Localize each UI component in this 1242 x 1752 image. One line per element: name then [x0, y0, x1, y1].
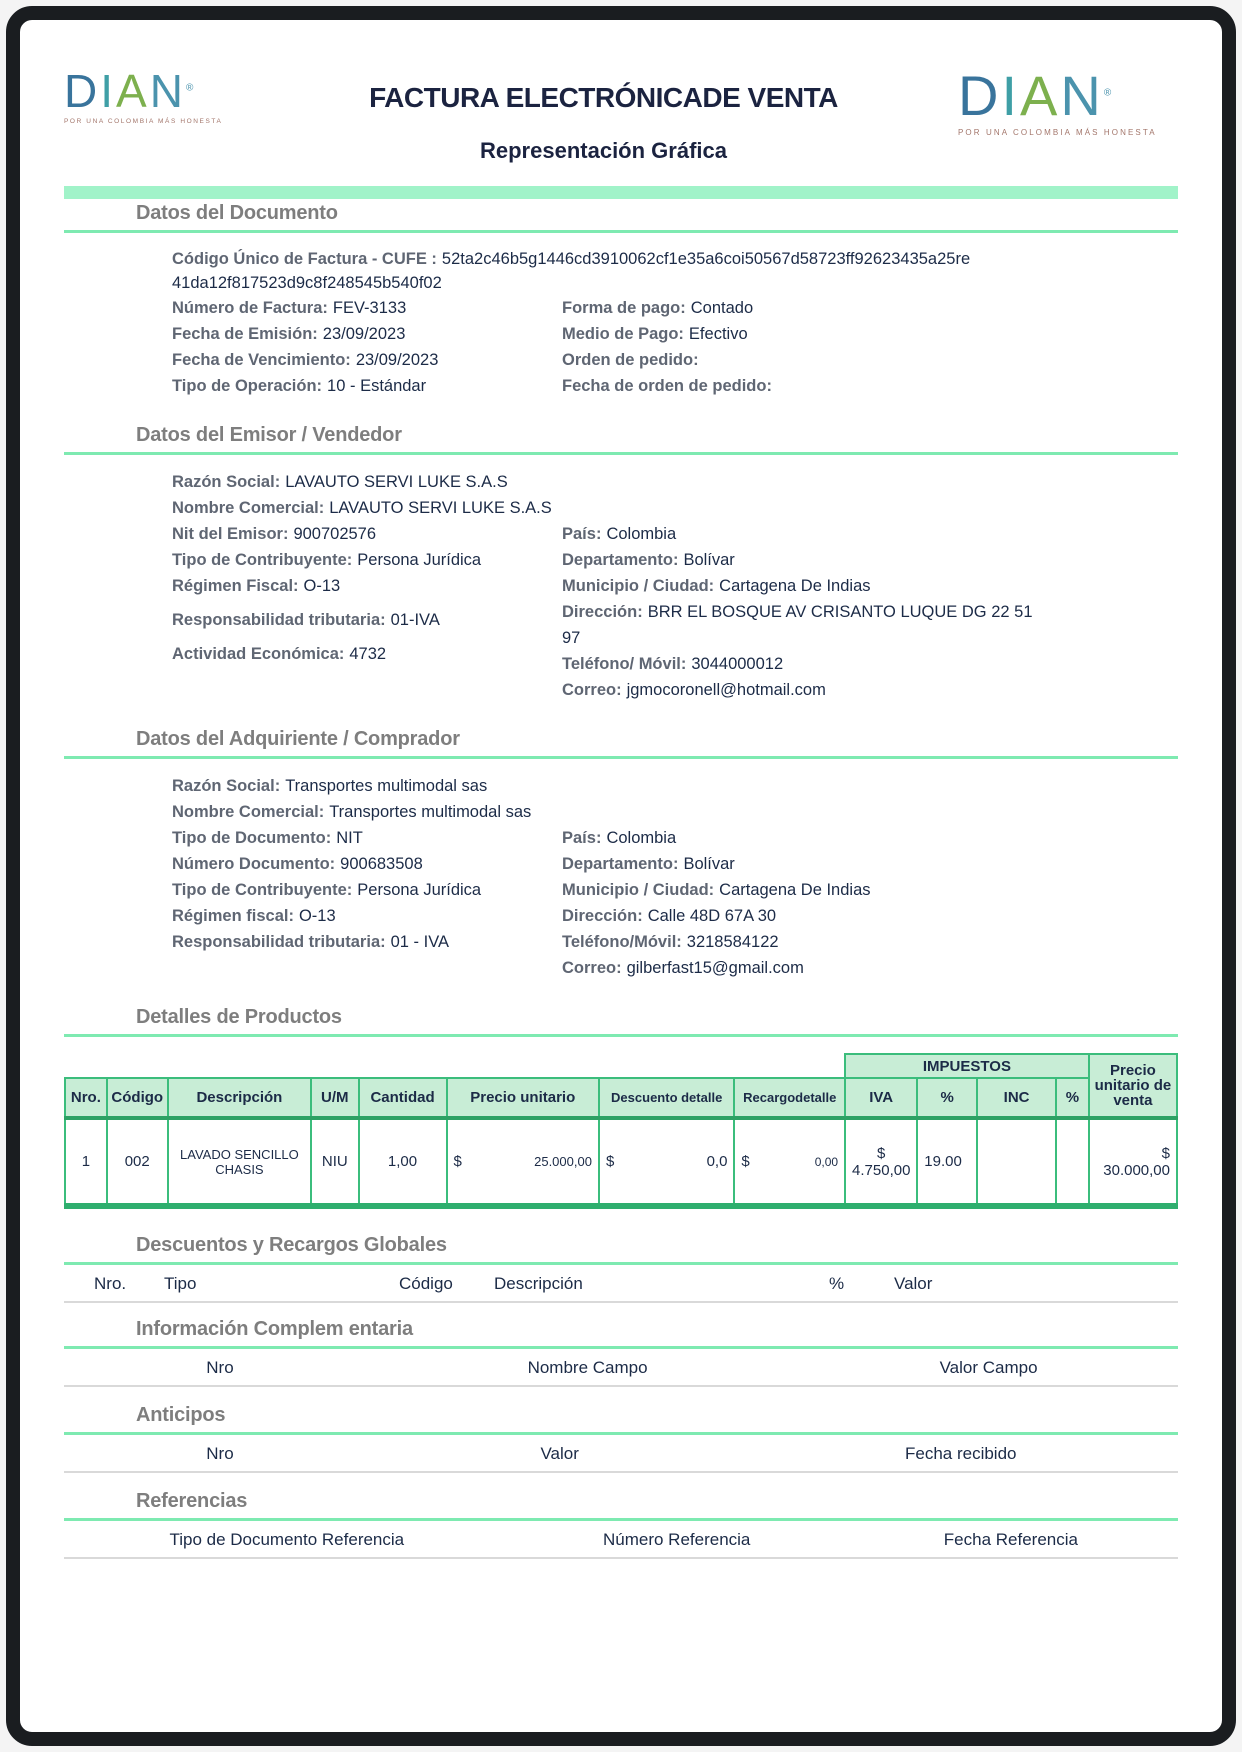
field-label: Correo:: [562, 681, 622, 699]
field-label: Tipo de Operación:: [172, 377, 323, 395]
dian-logo-left: [64, 65, 279, 125]
col-fecha-recibido: Fecha recibido: [904, 1444, 1017, 1463]
field-tipo-documento: [172, 825, 562, 851]
field-label: Nombre Comercial:: [172, 499, 325, 517]
field-fecha-vencimiento: [172, 347, 562, 373]
section-title: Datos del Documento: [136, 202, 338, 224]
field-label: Responsabilidad tributaria:: [172, 933, 386, 951]
field-label: Nit del Emisor:: [172, 525, 289, 543]
field-label: Dirección:: [562, 603, 643, 621]
currency-symbol: $: [741, 1153, 750, 1170]
col-valor: Valor: [540, 1444, 579, 1463]
field-telefono: [562, 651, 1042, 677]
field-value: NIT: [336, 829, 363, 847]
referencias-columns-row: [64, 1521, 1178, 1559]
col-header-codigo: Código: [107, 1078, 168, 1118]
section-descuentos-header: [64, 1231, 1178, 1265]
col-tipo: Tipo: [164, 1274, 197, 1293]
cell-inc-pct: [1056, 1118, 1089, 1206]
field-pais: [562, 521, 1042, 547]
amount: 0,00: [814, 1154, 839, 1169]
col-pct: %: [829, 1274, 845, 1293]
field-departamento: [562, 851, 1042, 877]
field-label: Fecha de Vencimiento:: [172, 351, 351, 369]
field-value: Colombia: [606, 525, 677, 543]
field-label: Departamento:: [562, 855, 679, 873]
section-anticipos-header: [64, 1401, 1178, 1435]
section-title: Descuentos y Recargos Globales: [136, 1234, 447, 1256]
field-numero-documento: [172, 851, 562, 877]
section-title: Detalles de Productos: [136, 1006, 342, 1028]
field-pais: [562, 825, 1042, 851]
section-referencias-header: [64, 1487, 1178, 1521]
field-value: 900702576: [293, 525, 377, 543]
field-tipo-contribuyente: [172, 547, 562, 573]
field-value: Calle 48D 67A 30: [647, 907, 777, 925]
impuestos-group-row: [65, 1054, 1177, 1078]
field-nombre-comercial: [172, 799, 1178, 825]
field-value: Colombia: [606, 829, 677, 847]
field-nit-emisor: [172, 521, 562, 547]
section-title: Información Complem entaria: [136, 1318, 413, 1340]
field-value: Bolívar: [683, 551, 735, 569]
dian-tagline: POR UNA COLOMBIA MÁS HONESTA: [64, 118, 223, 125]
field-tipo-contribuyente: [172, 877, 562, 903]
field-responsabilidad-tributaria: [172, 607, 562, 633]
col-header-precio-venta: Precio unitario de venta: [1089, 1054, 1177, 1118]
field-label: Municipio / Ciudad:: [562, 577, 715, 595]
emisor-body: [64, 469, 1178, 703]
cell-descuento: [599, 1118, 734, 1206]
section-top-bar: [64, 186, 1178, 199]
field-label: Orden de pedido:: [562, 351, 699, 369]
impuestos-group-header: IMPUESTOS: [845, 1054, 1089, 1078]
field-value: O-13: [298, 907, 336, 925]
field-label: Número Documento:: [172, 855, 336, 873]
field-value: jgmocoronell@hotmail.com: [626, 681, 826, 699]
field-value: 3218584122: [686, 933, 779, 951]
section-datos-documento-header: [64, 199, 1178, 233]
adquiriente-right-column: [562, 825, 1042, 981]
anticipos-columns-row: [64, 1435, 1178, 1473]
invoice-frame: [6, 6, 1236, 1746]
field-label: Régimen fiscal:: [172, 907, 294, 925]
field-direccion: [562, 599, 1042, 651]
field-label: Nombre Comercial:: [172, 803, 325, 821]
field-value: gilberfast15@gmail.com: [626, 959, 804, 977]
field-value: Cartagena De Indias: [719, 881, 871, 899]
field-actividad-economica: [172, 641, 562, 667]
field-tipo-operacion: [172, 373, 562, 399]
section-title: Anticipos: [136, 1404, 226, 1426]
field-regimen-fiscal: [172, 573, 562, 599]
cell-iva-pct: 19.00: [917, 1118, 977, 1206]
field-label: Actividad Económica:: [172, 645, 345, 663]
field-label: Tipo de Documento:: [172, 829, 332, 847]
field-label: Tipo de Contribuyente:: [172, 551, 353, 569]
cell-precio-unitario: [447, 1118, 599, 1206]
descuentos-columns-row: [64, 1265, 1178, 1303]
cell-precio-venta: $ 30.000,00: [1089, 1118, 1177, 1206]
currency-symbol: $: [453, 1153, 462, 1170]
col-header-um: U/M: [311, 1078, 358, 1118]
cell-iva: $ 4.750,00: [845, 1118, 917, 1206]
col-header-inc: INC: [977, 1078, 1056, 1118]
field-value: Contado: [690, 299, 754, 317]
doc-columns: [172, 295, 1178, 399]
col-header-precio-unitario: Precio unitario: [447, 1078, 599, 1118]
field-correo: [562, 677, 1042, 703]
datos-documento-body: [64, 247, 1178, 399]
col-header-iva: IVA: [845, 1078, 917, 1118]
field-label: Razón Social:: [172, 473, 281, 491]
dian-tagline: POR UNA COLOMBIA MÁS HONESTA: [958, 128, 1157, 137]
section-adquiriente-header: [64, 725, 1178, 759]
cell-nro: 1: [65, 1118, 107, 1206]
field-value: 23/09/2023: [322, 325, 406, 343]
title-block: [279, 68, 928, 164]
field-value: 10 - Estándar: [327, 377, 427, 395]
col-header-descripcion: Descripción: [168, 1078, 311, 1118]
field-orden-pedido: [562, 347, 1178, 373]
field-label: Correo:: [562, 959, 622, 977]
emisor-right-column: [562, 521, 1042, 703]
section-title: Datos del Adquiriente / Comprador: [136, 728, 460, 750]
cell-recargo: [734, 1118, 845, 1206]
field-value: 3044000012: [691, 655, 784, 673]
field-value: 01 - IVA: [390, 933, 450, 951]
col-nombre-campo: Nombre Campo: [527, 1358, 648, 1377]
amount: 0,0: [706, 1153, 728, 1170]
col-header-inc-pct: %: [1056, 1078, 1089, 1118]
currency-symbol: $: [605, 1153, 615, 1170]
section-title: Referencias: [136, 1490, 248, 1512]
section-title: Datos del Emisor / Vendedor: [136, 424, 402, 446]
field-label: País:: [562, 525, 602, 543]
field-value: LAVAUTO SERVI LUKE S.A.S: [329, 499, 552, 517]
field-label: Razón Social:: [172, 777, 281, 795]
adquiriente-body: [64, 773, 1178, 981]
amount: 25.000,00: [534, 1154, 592, 1169]
field-label: Forma de pago:: [562, 299, 686, 317]
document-title: FACTURA ELECTRÓNICADE VENTA: [369, 82, 838, 113]
cell-cantidad: 1,00: [359, 1118, 447, 1206]
col-nro: Nro: [206, 1444, 234, 1463]
col-descripcion: Descripción: [494, 1274, 583, 1293]
field-value: LAVAUTO SERVI LUKE S.A.S: [285, 473, 508, 491]
cell-codigo: 002: [107, 1118, 168, 1206]
field-value: Transportes multimodal sas: [329, 803, 532, 821]
field-telefono: [562, 929, 1042, 955]
col-header-nro: Nro.: [65, 1078, 107, 1118]
field-label: País:: [562, 829, 602, 847]
field-value: 01-IVA: [390, 611, 440, 629]
field-departamento: [562, 547, 1042, 573]
field-forma-pago: [562, 295, 1178, 321]
field-label: Responsabilidad tributaria:: [172, 611, 386, 629]
invoice-header: [64, 64, 1178, 164]
field-label: Dirección:: [562, 907, 643, 925]
empty-spacer-cell: [65, 1054, 845, 1078]
dian-wordmark: DIAN®: [958, 64, 1115, 127]
field-value: Bolívar: [683, 855, 735, 873]
field-value: Cartagena De Indias: [719, 577, 871, 595]
cell-um: NIU: [311, 1118, 358, 1206]
section-productos-header: [64, 1003, 1178, 1037]
field-label: Teléfono/ Móvil:: [562, 655, 687, 673]
cufe-value: 52ta2c46b5g1446cd3910062cf1e35a6coi50567d58723ff92623435a25re 41da12f817523d9c8f248545b540f02: [172, 250, 971, 292]
field-label: Departamento:: [562, 551, 679, 569]
field-value: BRR EL BOSQUE AV CRISANTO LUQUE DG 22 51 97: [562, 603, 1033, 647]
emisor-left-column: [172, 521, 562, 703]
table-row: [65, 1118, 1177, 1206]
dian-wordmark: DIAN®: [64, 65, 197, 117]
field-value: 23/09/2023: [355, 351, 439, 369]
cell-descripcion: LAVADO SENCILLO CHASIS: [168, 1118, 311, 1206]
field-value: Persona Jurídica: [357, 881, 482, 899]
field-correo: [562, 955, 1042, 981]
field-value: FEV-3133: [332, 299, 407, 317]
field-value: Efectivo: [688, 325, 748, 343]
col-nro: Nro: [206, 1358, 234, 1377]
doc-left-column: [172, 295, 562, 399]
field-regimen-fiscal: [172, 903, 562, 929]
field-label: Municipio / Ciudad:: [562, 881, 715, 899]
col-header-cantidad: Cantidad: [359, 1078, 447, 1118]
field-label: Tipo de Contribuyente:: [172, 881, 353, 899]
field-municipio: [562, 573, 1042, 599]
field-label: Fecha de Emisión:: [172, 325, 318, 343]
adquiriente-columns: [172, 825, 1178, 981]
field-value: Transportes multimodal sas: [285, 777, 488, 795]
emisor-columns: [172, 521, 1178, 703]
field-label: Número de Factura:: [172, 299, 328, 317]
field-label: Régimen Fiscal:: [172, 577, 299, 595]
field-value: 4732: [349, 645, 387, 663]
field-razon-social: [172, 773, 1178, 799]
col-valor: Valor: [894, 1274, 933, 1293]
cufe-field: [172, 247, 972, 295]
adquiriente-left-column: [172, 825, 562, 981]
field-medio-pago: [562, 321, 1178, 347]
registered-mark: ®: [1103, 87, 1115, 99]
col-tipo-documento-referencia: Tipo de Documento Referencia: [169, 1530, 405, 1549]
col-header-iva-pct: %: [917, 1078, 977, 1118]
col-codigo: Código: [399, 1274, 453, 1293]
table-header-row: [65, 1078, 1177, 1118]
field-direccion: [562, 903, 1042, 929]
field-numero-factura: [172, 295, 562, 321]
field-municipio: [562, 877, 1042, 903]
field-nombre-comercial: [172, 495, 1178, 521]
field-responsabilidad-tributaria: [172, 929, 562, 955]
field-label: Fecha de orden de pedido:: [562, 377, 772, 395]
field-value: 900683508: [340, 855, 423, 873]
col-nro: Nro.: [94, 1274, 127, 1293]
products-table: [64, 1053, 1178, 1209]
col-valor-campo: Valor Campo: [939, 1358, 1038, 1377]
doc-right-column: [562, 295, 1178, 399]
col-header-recargo: Recargodetalle: [734, 1078, 845, 1118]
col-fecha-referencia: Fecha Referencia: [943, 1530, 1078, 1549]
field-value: O-13: [303, 577, 341, 595]
section-emisor-header: [64, 421, 1178, 455]
cufe-label: Código Único de Factura - CUFE :: [172, 250, 437, 268]
document-subtitle: Representación Gráfica: [480, 138, 727, 163]
col-numero-referencia: Número Referencia: [602, 1530, 751, 1549]
info-complementaria-columns-row: [64, 1349, 1178, 1387]
field-label: Teléfono/Móvil:: [562, 933, 682, 951]
cell-inc: [977, 1118, 1056, 1206]
registered-mark: ®: [185, 82, 197, 94]
field-razon-social: [172, 469, 1178, 495]
field-fecha-emision: [172, 321, 562, 347]
dian-logo-right: [958, 64, 1178, 137]
field-fecha-orden-pedido: [562, 373, 1178, 399]
field-value: Persona Jurídica: [357, 551, 482, 569]
col-header-descuento: Descuento detalle: [599, 1078, 734, 1118]
field-label: Medio de Pago:: [562, 325, 684, 343]
section-info-complementaria-header: [64, 1315, 1178, 1349]
